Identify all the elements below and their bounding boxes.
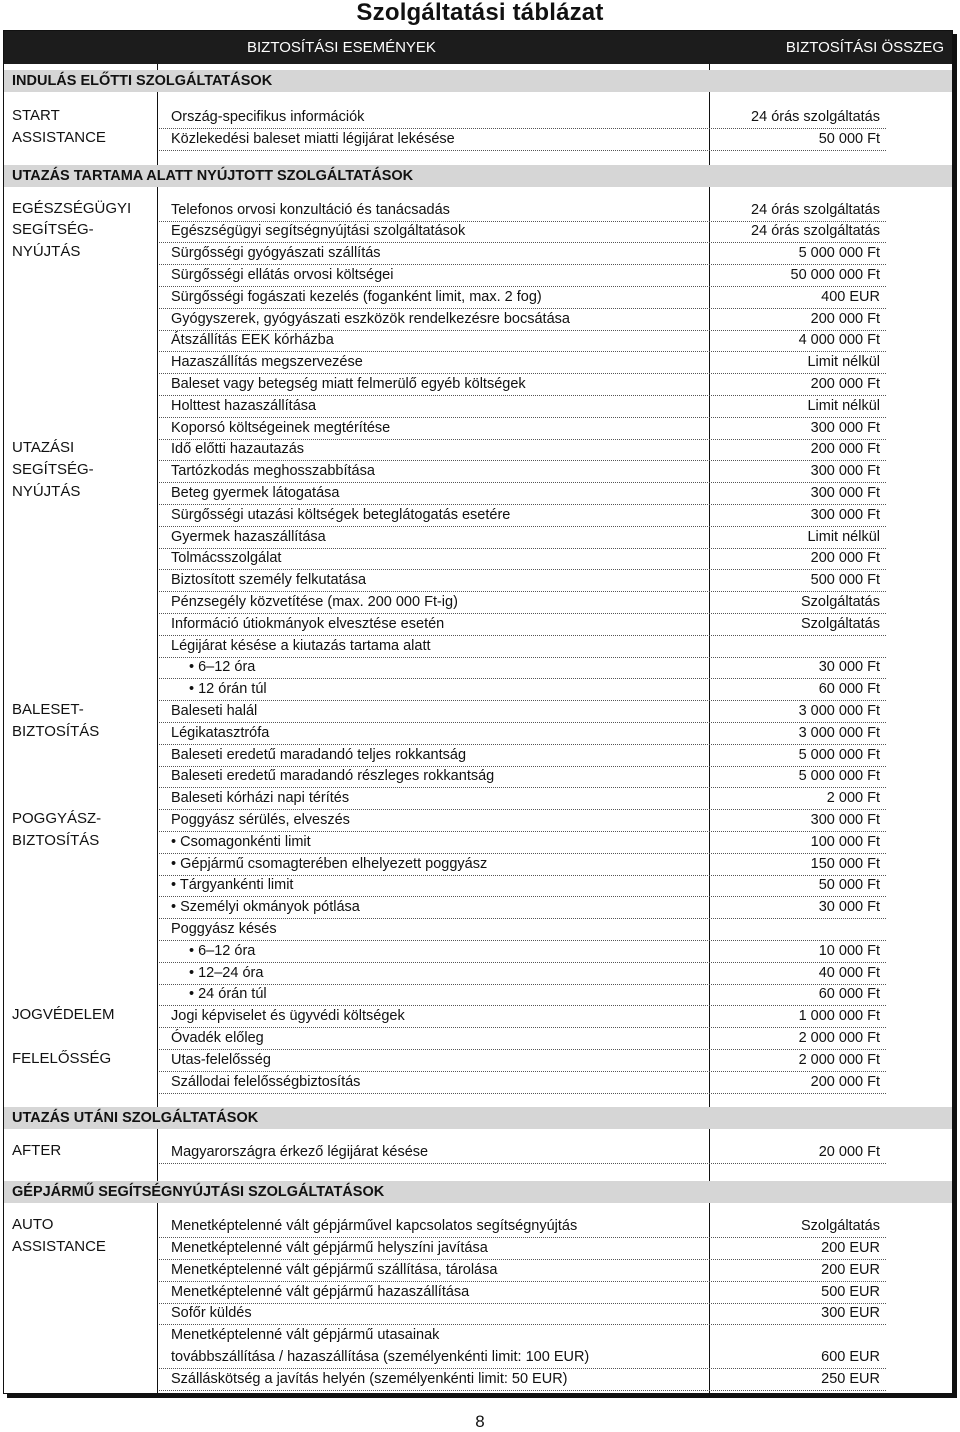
row-value: 300 000 Ft bbox=[810, 506, 880, 523]
table-row bbox=[159, 1215, 886, 1238]
row-label: Idő előtti hazautazás bbox=[171, 441, 305, 458]
table-row bbox=[159, 1368, 886, 1391]
row-value: 2 000 Ft bbox=[826, 790, 880, 807]
category-label: FELELŐSSÉG bbox=[12, 1049, 112, 1067]
category-label: SEGÍTSÉG- bbox=[12, 221, 94, 239]
row-label: Menetképtelenné vált gépjármű hazaszállítása bbox=[171, 1283, 470, 1300]
category-label: BIZTOSÍTÁS bbox=[12, 722, 100, 740]
row-value: 200 EUR bbox=[821, 1261, 880, 1278]
table-row bbox=[159, 395, 886, 418]
row-value: Szolgáltatás bbox=[801, 1218, 880, 1235]
category-label: POGGYÁSZ- bbox=[12, 810, 102, 827]
row-value: Limit nélkül bbox=[807, 354, 880, 371]
category-label: NYÚJTÁS bbox=[12, 243, 81, 261]
table-row bbox=[159, 128, 886, 151]
table-header bbox=[4, 31, 952, 64]
table-row bbox=[159, 787, 886, 810]
row-value: 60 000 Ft bbox=[818, 986, 880, 1003]
row-label: Poggyász késés bbox=[171, 921, 277, 937]
table-row bbox=[159, 286, 886, 309]
row-value: 20 000 Ft bbox=[818, 1144, 880, 1161]
row-value: 250 EUR bbox=[821, 1370, 880, 1387]
table-row bbox=[159, 199, 886, 222]
table-row bbox=[159, 417, 886, 440]
row-value: 500 EUR bbox=[821, 1283, 880, 1300]
table-row bbox=[159, 700, 886, 723]
row-label: Biztosított személy felkutatása bbox=[171, 572, 367, 589]
category-label: UTAZÁSI bbox=[12, 439, 75, 457]
row-value: 300 000 Ft bbox=[810, 812, 880, 828]
row-label: Baleset vagy betegség miatt felmerülő egyéb költségek bbox=[171, 376, 526, 392]
row-value: Limit nélkül bbox=[807, 528, 880, 545]
table-row bbox=[159, 722, 886, 745]
row-label: Beteg gyermek látogatása bbox=[171, 485, 340, 501]
category-label: JOGVÉDELEM bbox=[12, 1006, 115, 1024]
table-row bbox=[159, 1027, 886, 1050]
row-label: Szálláskötség a javítás helyén (személyenkénti limit: 50 EUR) bbox=[171, 1370, 568, 1387]
category-label: BALESET- bbox=[12, 701, 84, 718]
category-label: START bbox=[12, 107, 60, 124]
row-label: Információ útiokmányok elvesztése esetén bbox=[171, 615, 445, 632]
row-value: 200 EUR bbox=[821, 1240, 880, 1256]
row-label: Baleseti eredetű maradandó teljes rokkantság bbox=[171, 746, 467, 763]
table-row bbox=[159, 547, 886, 570]
page-number: 8 bbox=[475, 1412, 485, 1431]
row-value: 400 EUR bbox=[821, 288, 880, 305]
row-label: Ország-specifikus információk bbox=[171, 109, 365, 125]
row-value: 500 000 Ft bbox=[810, 572, 880, 589]
category-label: ASSISTANCE bbox=[12, 1238, 106, 1255]
row-value: 50 000 000 Ft bbox=[790, 267, 880, 283]
row-value: 300 000 Ft bbox=[810, 485, 880, 501]
row-value: 5 000 000 Ft bbox=[798, 245, 880, 262]
row-value: 40 000 Ft bbox=[818, 964, 880, 981]
table-row bbox=[159, 656, 886, 679]
row-value: 24 órás szolgáltatás bbox=[751, 223, 880, 240]
table-row bbox=[159, 1324, 886, 1346]
row-label: Egészségügyi segítségnyújtási szolgáltatások bbox=[171, 223, 466, 240]
row-value: 200 000 Ft bbox=[810, 441, 880, 458]
table-row bbox=[159, 329, 886, 352]
row-label: Menetképtelenné vált gépjármű utasainak bbox=[171, 1327, 440, 1344]
row-label: továbbszállítása / hazaszállítása (személyenkénti limit: 100 EUR) bbox=[171, 1349, 590, 1365]
row-label: Átszállítás EEK kórházba bbox=[171, 332, 334, 349]
row-label: • 6–12 óra bbox=[189, 942, 256, 959]
category-label: ASSISTANCE bbox=[12, 128, 106, 146]
table-row bbox=[159, 504, 886, 527]
row-value: 5 000 000 Ft bbox=[798, 746, 880, 763]
row-value: 5 000 000 Ft bbox=[798, 768, 880, 785]
table-row bbox=[159, 918, 886, 941]
table-row bbox=[159, 482, 886, 505]
table-row bbox=[159, 1281, 886, 1304]
row-label: Sürgősségi gyógyászati szállítás bbox=[171, 245, 381, 262]
table-row bbox=[159, 438, 886, 461]
table-row bbox=[159, 940, 886, 963]
table-row bbox=[159, 1237, 886, 1260]
row-label: Jogi képviselet és ügyvédi költségek bbox=[171, 1008, 405, 1025]
row-label: • Csomagonkénti limit bbox=[171, 833, 311, 850]
row-label: Magyarországra érkező légijárat késése bbox=[171, 1144, 429, 1161]
table-row bbox=[159, 1071, 886, 1094]
row-value: 200 000 Ft bbox=[810, 376, 880, 392]
section-title: UTAZÁS UTÁNI SZOLGÁLTATÁSOK bbox=[4, 1107, 952, 1129]
table-row bbox=[159, 1005, 886, 1028]
row-label: Baleseti eredetű maradandó részleges rokkantság bbox=[171, 768, 495, 785]
section-title: INDULÁS ELŐTTI SZOLGÁLTATÁSOK bbox=[4, 70, 952, 92]
page-title: Szolgáltatási táblázat bbox=[356, 0, 604, 26]
row-label: Poggyász sérülés, elveszés bbox=[171, 812, 350, 828]
row-label: Baleseti kórházi napi térítés bbox=[171, 790, 350, 807]
row-label: Sürgősségi fogászati kezelés (foganként limit, max. 2 fog) bbox=[171, 288, 542, 305]
row-value: 300 EUR bbox=[821, 1305, 880, 1322]
table-row bbox=[159, 809, 886, 832]
row-label: Tolmácsszolgálat bbox=[171, 550, 282, 567]
table-row bbox=[159, 1259, 886, 1282]
category-label: NYÚJTÁS bbox=[12, 483, 81, 500]
table-row bbox=[159, 220, 886, 243]
row-label: Közlekedési baleset miatti légijárat lekésése bbox=[171, 130, 455, 147]
row-label: Szállodai felelősségbiztosítás bbox=[171, 1073, 361, 1090]
row-value: 3 000 000 Ft bbox=[798, 724, 880, 741]
service-table bbox=[3, 30, 953, 1394]
category-label: AFTER bbox=[12, 1142, 62, 1160]
row-label: Hazaszállítás megszervezése bbox=[171, 354, 363, 371]
row-label: Utas-felelősség bbox=[171, 1051, 271, 1068]
table-row bbox=[159, 853, 886, 876]
row-label: Holttest hazaszállítása bbox=[171, 397, 317, 414]
table-row bbox=[159, 460, 886, 483]
row-label: • Tárgyankénti limit bbox=[171, 877, 294, 894]
table-row bbox=[159, 1302, 886, 1325]
table-row bbox=[159, 106, 886, 129]
row-label: Menetképtelenné vált gépjárművel kapcsolatos segítségnyújtás bbox=[171, 1218, 578, 1235]
table-row bbox=[159, 896, 886, 919]
table-row bbox=[159, 678, 886, 701]
table-row bbox=[159, 373, 886, 396]
table-row bbox=[159, 874, 886, 897]
table-row bbox=[159, 831, 886, 854]
section-title: GÉPJÁRMŰ SEGÍTSÉGNYÚJTÁSI SZOLGÁLTATÁSOK bbox=[4, 1181, 952, 1203]
table-row bbox=[159, 744, 886, 767]
table-row bbox=[159, 765, 886, 788]
row-value: Szolgáltatás bbox=[801, 594, 880, 610]
row-value: 600 EUR bbox=[821, 1349, 880, 1365]
row-value: 2 000 000 Ft bbox=[798, 1051, 880, 1068]
row-value: Limit nélkül bbox=[807, 397, 880, 414]
table-row bbox=[159, 962, 886, 985]
row-value: 2 000 000 Ft bbox=[798, 1030, 880, 1046]
row-label: • 12–24 óra bbox=[189, 964, 264, 981]
row-value: 300 000 Ft bbox=[810, 463, 880, 480]
section-title: UTAZÁS TARTAMA ALATT NYÚJTOTT SZOLGÁLTATÁSOK bbox=[4, 165, 952, 187]
row-value: 30 000 Ft bbox=[818, 659, 880, 676]
row-label: Koporsó költségeinek megtérítése bbox=[171, 419, 391, 436]
table-row bbox=[159, 1346, 886, 1369]
table-row bbox=[159, 569, 886, 592]
header-events: BIZTOSÍTÁSI ESEMÉNYEK bbox=[247, 39, 436, 56]
row-value: 150 000 Ft bbox=[810, 855, 880, 872]
table-row bbox=[159, 591, 886, 614]
row-label: • 12 órán túl bbox=[189, 681, 267, 698]
table-row bbox=[159, 613, 886, 636]
row-value: 1 000 000 Ft bbox=[798, 1008, 880, 1025]
row-label: • Gépjármű csomagterében elhelyezett poggyász bbox=[171, 855, 488, 872]
row-label: Légijárat késése a kiutazás tartama alatt bbox=[171, 637, 431, 654]
row-label: Légikatasztrófa bbox=[171, 724, 270, 741]
category-label: BIZTOSÍTÁS bbox=[12, 831, 100, 849]
row-label: Telefonos orvosi konzultáció és tanácsadás bbox=[171, 201, 450, 218]
row-value: 10 000 Ft bbox=[818, 942, 880, 959]
row-value: 200 000 Ft bbox=[810, 310, 880, 327]
category-label: EGÉSZSÉGÜGYI bbox=[12, 199, 132, 217]
row-value: 24 órás szolgáltatás bbox=[751, 201, 880, 218]
row-value: 60 000 Ft bbox=[818, 681, 880, 698]
table-row bbox=[159, 242, 886, 265]
row-value: Szolgáltatás bbox=[801, 615, 880, 632]
row-label: Menetképtelenné vált gépjármű helyszíni javítása bbox=[171, 1240, 488, 1256]
row-value: 30 000 Ft bbox=[818, 899, 880, 916]
row-value: 100 000 Ft bbox=[810, 833, 880, 850]
row-label: Tartózkodás meghosszabbítása bbox=[171, 463, 375, 480]
row-label: • Személyi okmányok pótlása bbox=[171, 899, 360, 916]
row-label: • 24 órán túl bbox=[189, 986, 267, 1003]
table-row bbox=[159, 1141, 886, 1164]
row-label: Baleseti halál bbox=[171, 703, 258, 719]
table-row bbox=[159, 983, 886, 1006]
row-label: Sofőr küldés bbox=[171, 1305, 252, 1322]
table-row bbox=[159, 308, 886, 331]
row-value: 50 000 Ft bbox=[818, 130, 880, 147]
row-label: Pénzsegély közvetítése (max. 200 000 Ft-ig) bbox=[171, 594, 458, 610]
row-label: Sürgősségi ellátás orvosi költségei bbox=[171, 267, 394, 283]
row-value: 50 000 Ft bbox=[818, 877, 880, 894]
header-amount: BIZTOSÍTÁSI ÖSSZEG bbox=[785, 39, 944, 56]
category-label: SEGÍTSÉG- bbox=[12, 461, 94, 479]
row-value: 300 000 Ft bbox=[810, 419, 880, 436]
row-label: Gyógyszerek, gyógyászati eszközök rendelkezésre bocsátása bbox=[171, 310, 570, 327]
row-label: Menetképtelenné vált gépjármű szállítása, tárolása bbox=[171, 1261, 498, 1278]
row-value: 4 000 000 Ft bbox=[798, 332, 880, 349]
table-row bbox=[159, 526, 886, 549]
row-value: 24 órás szolgáltatás bbox=[751, 109, 880, 125]
table-row bbox=[159, 1049, 886, 1072]
row-value: 200 000 Ft bbox=[810, 550, 880, 567]
category-label: AUTO bbox=[12, 1216, 54, 1234]
row-label: Óvadék előleg bbox=[171, 1030, 264, 1046]
row-label: Gyermek hazaszállítása bbox=[171, 528, 326, 545]
row-value: 3 000 000 Ft bbox=[798, 703, 880, 719]
table-row bbox=[159, 264, 886, 287]
row-label: Sürgősségi utazási költségek beteglátogatás esetére bbox=[171, 506, 511, 523]
row-value: 200 000 Ft bbox=[810, 1073, 880, 1090]
table-row bbox=[159, 635, 886, 658]
row-label: • 6–12 óra bbox=[189, 659, 256, 676]
table-row bbox=[159, 351, 886, 374]
